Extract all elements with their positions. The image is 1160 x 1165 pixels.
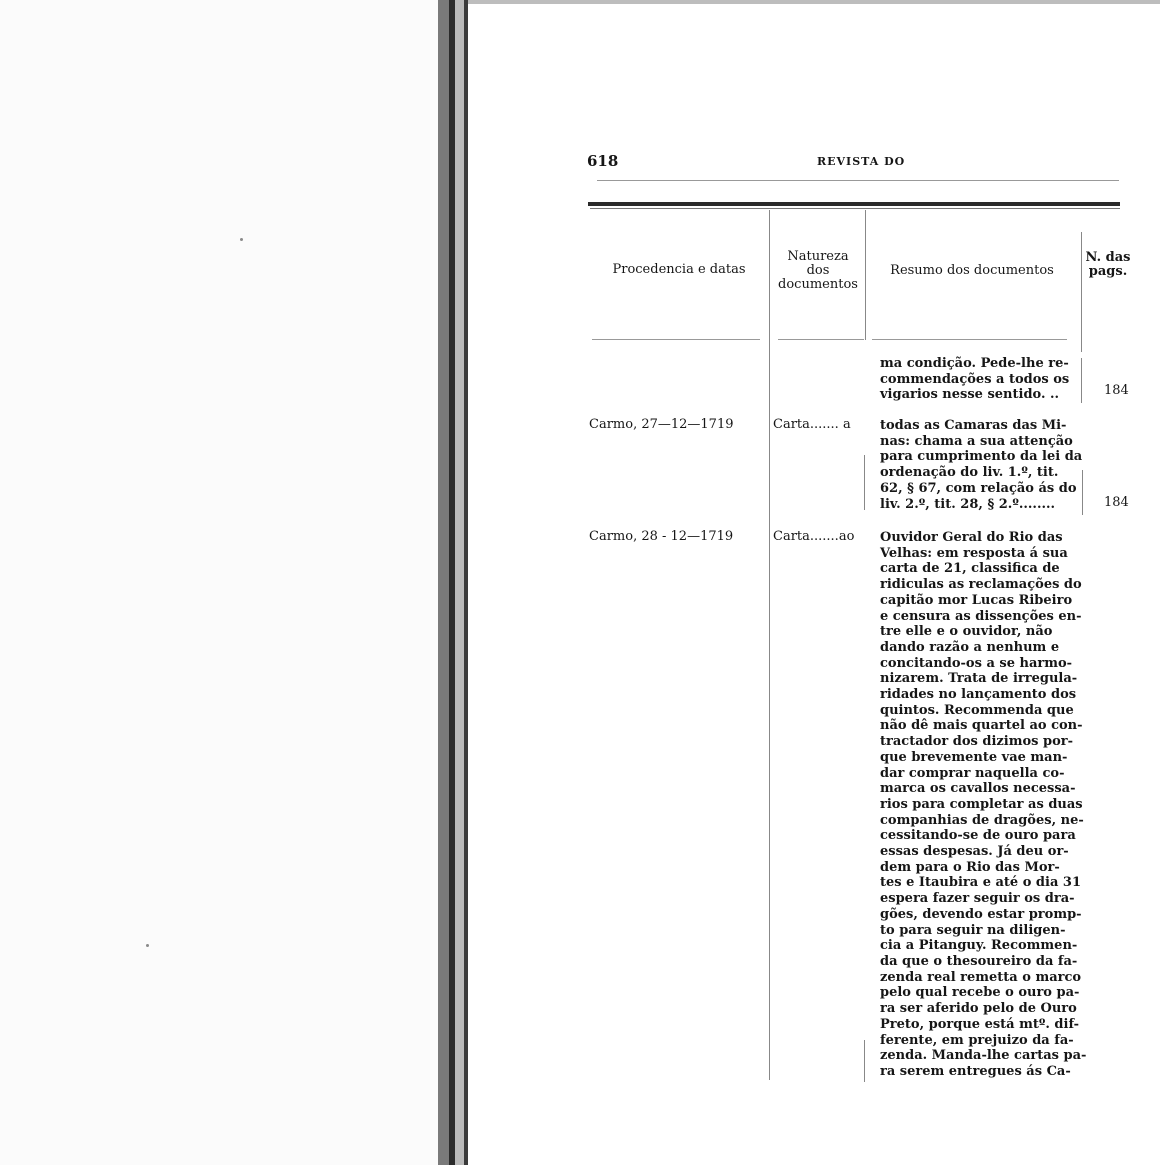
summary-line: carta de 21, classifica de bbox=[880, 561, 1060, 577]
summary-line: cessitando-se de ouro para bbox=[880, 828, 1076, 844]
header-paginas bbox=[1082, 251, 1134, 279]
entry-date: Carmo, 27—12—1719 bbox=[589, 417, 734, 432]
entry-pages: 184 bbox=[1104, 383, 1129, 398]
summary-line: nas: chama a sua attenção bbox=[880, 433, 1073, 449]
summary-line: concitando-os a se harmo- bbox=[880, 655, 1073, 671]
summary-line: zenda. Manda-lhe cartas pa- bbox=[880, 1048, 1087, 1064]
scan-background-left bbox=[0, 0, 438, 1165]
summary-line: gões, devendo estar promp- bbox=[880, 906, 1082, 922]
book-gutter-edge bbox=[455, 0, 464, 1165]
summary-line: vigarios nesse sentido. .. bbox=[880, 387, 1060, 403]
page-top-edge bbox=[468, 0, 1160, 4]
summary-line: ordenação do liv. 1.º, tit. bbox=[880, 465, 1059, 481]
summary-line: ra ser aferido pelo de Ouro bbox=[880, 1001, 1077, 1017]
header-paginas-line: pags. bbox=[1088, 264, 1128, 279]
summary-line: companhias de dragões, ne- bbox=[880, 812, 1084, 828]
summary-line: commendações a todos os bbox=[880, 371, 1070, 387]
journal-title: REVISTA DO bbox=[817, 155, 906, 168]
header-natureza-line: dos bbox=[806, 263, 830, 278]
summary-line: marca os cavallos necessa- bbox=[880, 781, 1076, 797]
header-procedencia: Procedencia e datas bbox=[612, 262, 746, 277]
summary-line: ridades no lançamento dos bbox=[880, 687, 1077, 703]
summary-line: espera fazer seguir os dra- bbox=[880, 891, 1075, 907]
summary-line: ma condição. Pede-lhe re- bbox=[880, 356, 1069, 371]
summary-line: tes e Itaubira e até o dia 31 bbox=[880, 875, 1081, 891]
header-natureza-line: Natureza bbox=[787, 249, 849, 264]
table-top-rule bbox=[588, 202, 1120, 206]
entry-pages: 184 bbox=[1104, 495, 1129, 510]
column-rule-resumo-header bbox=[865, 210, 866, 340]
summary-line: Preto, porque está mtº. dif- bbox=[880, 1016, 1079, 1032]
summary-line: não dê mais quartel ao con- bbox=[880, 718, 1083, 734]
summary-line: ridiculas as reclamações do bbox=[880, 577, 1082, 593]
summary-line: todas as Camaras das Mi- bbox=[880, 418, 1067, 433]
running-head-rule bbox=[597, 180, 1119, 181]
entry-summary bbox=[880, 356, 1080, 403]
summary-line: tre elle e o ouvidor, não bbox=[880, 624, 1053, 640]
column-rule-paginas bbox=[1081, 358, 1082, 403]
summary-line: 62, § 67, com relação ás do bbox=[880, 480, 1077, 496]
summary-line: Ouvidor Geral do Rio das bbox=[880, 530, 1063, 545]
summary-line: capitão mor Lucas Ribeiro bbox=[880, 592, 1073, 608]
summary-line: dando razão a nenhum e bbox=[880, 639, 1060, 655]
scan-speck bbox=[240, 238, 243, 241]
summary-line: quintos. Recommenda que bbox=[880, 702, 1074, 718]
summary-line: cia a Pitanguy. Recommen- bbox=[880, 938, 1078, 954]
summary-line: zenda real remetta o marco bbox=[880, 969, 1082, 985]
entry-nature: Carta....... a bbox=[773, 417, 851, 432]
entry-summary bbox=[880, 418, 1083, 512]
summary-line: to para seguir na diligen- bbox=[880, 922, 1066, 938]
entry-summary bbox=[880, 530, 1087, 1080]
header-natureza-line: documentos bbox=[778, 277, 858, 292]
summary-line: dar comprar naquella co- bbox=[880, 765, 1065, 781]
header-natureza bbox=[772, 250, 864, 292]
running-head bbox=[587, 152, 1120, 174]
summary-line: nizarem. Trata de irregula- bbox=[880, 671, 1078, 687]
summary-line: ra serem entregues ás Ca- bbox=[880, 1063, 1071, 1079]
column-rule-paginas bbox=[1082, 470, 1083, 515]
summary-line: da que o thesoureiro da fa- bbox=[880, 953, 1078, 969]
column-rule-resumo-bottom bbox=[864, 1040, 865, 1082]
summary-line: liv. 2.º, tit. 28, § 2.º........ bbox=[880, 496, 1056, 512]
summary-line: e censura as dissenções en- bbox=[880, 608, 1082, 624]
summary-line: tractador dos dizimos por- bbox=[880, 734, 1073, 750]
summary-line: rios para completar as duas bbox=[880, 796, 1083, 812]
table-top-rule-thin bbox=[590, 208, 1120, 209]
summary-line: Velhas: em resposta á sua bbox=[880, 545, 1068, 561]
summary-line: pelo qual recebe o ouro pa- bbox=[880, 985, 1080, 1001]
header-rule bbox=[592, 339, 760, 340]
header-resumo: Resumo dos documentos bbox=[890, 263, 1054, 278]
summary-line: dem para o Rio das Mor- bbox=[880, 859, 1060, 875]
entry-date: Carmo, 28 - 12—1719 bbox=[589, 529, 734, 544]
book-gutter-line bbox=[464, 0, 468, 1165]
column-rule-paginas bbox=[1081, 232, 1082, 352]
page-number: 618 bbox=[587, 152, 619, 170]
summary-line: essas despesas. Já deu or- bbox=[880, 844, 1069, 860]
header-rule bbox=[778, 339, 864, 340]
scan-speck bbox=[146, 944, 149, 947]
summary-line: que brevemente vae man- bbox=[880, 749, 1068, 765]
header-paginas-line: N. das bbox=[1085, 250, 1131, 265]
summary-line: para cumprimento da lei da bbox=[880, 449, 1083, 465]
entry-nature: Carta.......ao bbox=[773, 529, 855, 544]
column-rule-natureza bbox=[769, 210, 770, 1080]
book-gutter bbox=[438, 0, 449, 1165]
column-rule-resumo bbox=[864, 455, 865, 510]
summary-line: ferente, em prejuizo da fa- bbox=[880, 1032, 1074, 1048]
header-rule bbox=[872, 339, 1067, 340]
